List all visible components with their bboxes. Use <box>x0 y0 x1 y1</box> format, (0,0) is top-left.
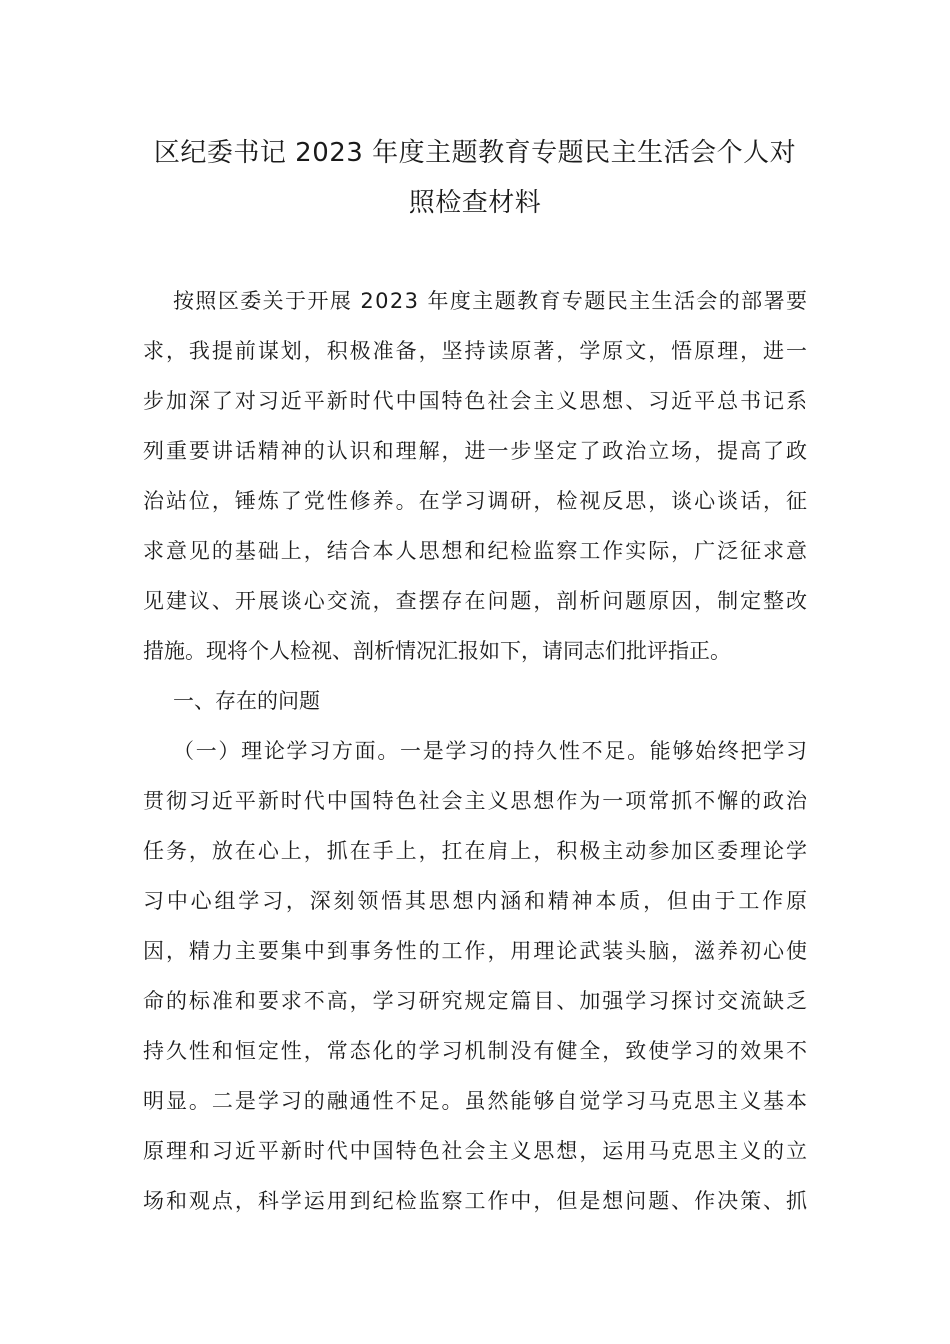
paragraph-line: 持久性和恒定性，常态化的学习机制没有健全，致使学习的效果不 <box>143 1039 809 1063</box>
paragraph-line: 求意见的基础上，结合本人思想和纪检监察工作实际，广泛征求意 <box>143 539 809 563</box>
paragraph-line: 求，我提前谋划，积极准备，坚持读原著，学原文，悟原理，进一 <box>143 339 809 363</box>
document-title <box>143 128 807 228</box>
paragraph-line: 明显。二是学习的融通性不足。虽然能够自觉学习马克思主义基本 <box>143 1089 809 1113</box>
document-body <box>143 276 810 1226</box>
paragraph-line: 步加深了对习近平新时代中国特色社会主义思想、习近平总书记系 <box>143 389 809 413</box>
title-line-1: 区纪委书记 2023 年度主题教育专题民主生活会个人对 <box>153 138 797 168</box>
paragraph-line: 列重要讲话精神的认识和理解，进一步坚定了政治立场，提高了政 <box>143 439 809 463</box>
paragraph-line: 措施。现将个人检视、剖析情况汇报如下，请同志们批评指正。 <box>143 639 731 663</box>
paragraph-line: 治站位，锤炼了党性修养。在学习调研，检视反思，谈心谈话，征 <box>143 489 809 513</box>
paragraph-line: （一）理论学习方面。一是学习的持久性不足。能够始终把学习 <box>173 739 809 763</box>
paragraph-line: 场和观点，科学运用到纪检监察工作中，但是想问题、作决策、抓 <box>143 1189 809 1213</box>
paragraph-line: 见建议、开展谈心交流，查摆存在问题，剖析问题原因，制定整改 <box>143 589 809 613</box>
paragraph-line: 贯彻习近平新时代中国特色社会主义思想作为一项常抓不懈的政治 <box>143 789 809 813</box>
paragraph-line: 命的标准和要求不高，学习研究规定篇目、加强学习探讨交流缺乏 <box>143 989 809 1013</box>
section-heading: 一、存在的问题 <box>173 689 320 713</box>
paragraph-line: 任务，放在心上，抓在手上，扛在肩上，积极主动参加区委理论学 <box>143 839 809 863</box>
title-line-2: 照检查材料 <box>408 188 542 218</box>
paragraph-line: 习中心组学习，深刻领悟其思想内涵和精神本质，但由于工作原 <box>143 889 810 913</box>
paragraph-line: 因，精力主要集中到事务性的工作，用理论武装头脑，滋养初心使 <box>143 939 809 963</box>
paragraph-line: 原理和习近平新时代中国特色社会主义思想，运用马克思主义的立 <box>143 1139 809 1163</box>
paragraph-line: 按照区委关于开展 2023 年度主题教育专题民主生活会的部署要 <box>173 289 809 313</box>
